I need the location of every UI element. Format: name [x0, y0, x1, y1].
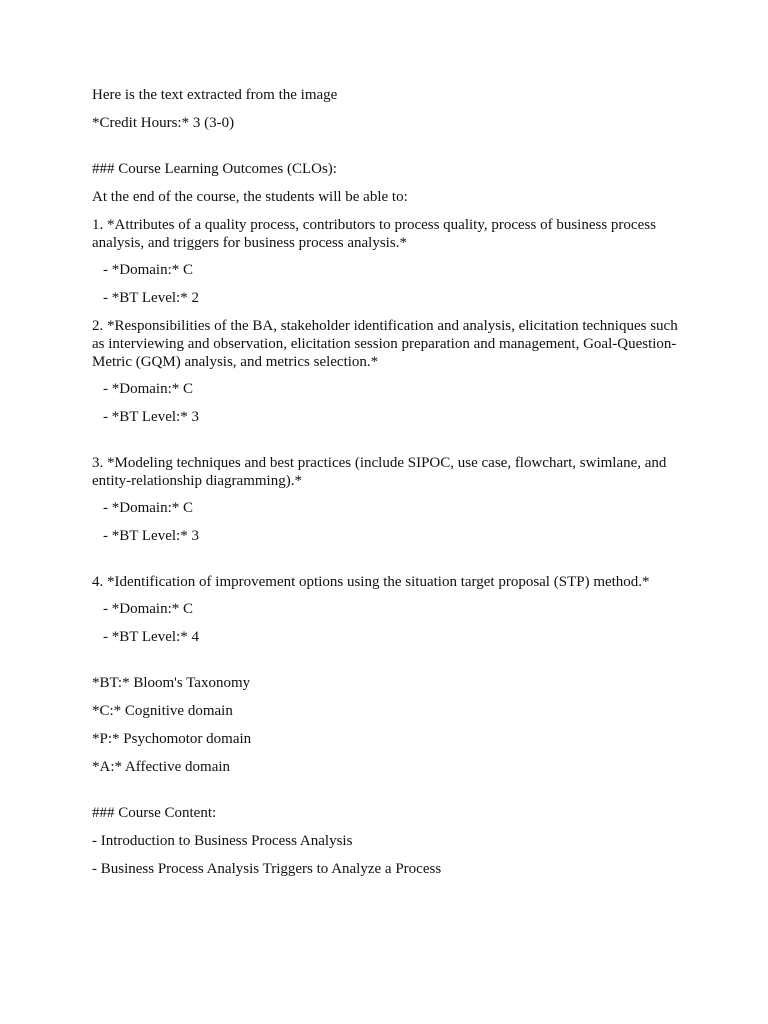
spacer — [92, 142, 682, 160]
clo-item-1-bt-level: - *BT Level:* 2 — [103, 290, 199, 306]
clo-item-4-bt-level: - *BT Level:* 4 — [103, 629, 199, 645]
clo-intro: At the end of the course, the students will be able to: — [92, 189, 408, 205]
clo-item-2-bt-level: - *BT Level:* 3 — [103, 409, 199, 425]
clo-item-3-text: 3. *Modeling techniques and best practices (include SIPOC, use case, flowchart, swimlane, and entity-relationship diagramming).* — [92, 455, 667, 489]
clo-item-4-domain: - *Domain:* C — [103, 601, 193, 617]
legend-bt: *BT:* Bloom's Taxonomy — [92, 675, 251, 691]
spacer — [92, 786, 682, 804]
legend-cognitive: *C:* Cognitive domain — [92, 703, 233, 719]
content-item-2: - Business Process Analysis Triggers to Analyze a Process — [92, 861, 442, 877]
clo-heading: ### Course Learning Outcomes (CLOs): — [92, 161, 337, 177]
spacer — [92, 656, 682, 674]
clo-item-2-text: 2. *Responsibilities of the BA, stakeholder identification and analysis, elicitation techniques such as interviewing and observation, elicitation session preparation and management, Goal-Question-Metric (GQM) analysis, and metrics selection.* — [92, 318, 678, 370]
clo-item-3-bt-level: - *BT Level:* 3 — [103, 528, 199, 544]
clo-item-2-domain: - *Domain:* C — [103, 381, 193, 397]
clo-item-1-text: 1. *Attributes of a quality process, contributors to process quality, process of business process analysis, and triggers for business process analysis.* — [92, 217, 656, 251]
content-item-1: - Introduction to Business Process Analysis — [92, 833, 353, 849]
spacer — [92, 555, 682, 573]
credit-hours: *Credit Hours:* 3 (3-0) — [92, 115, 235, 131]
document-page — [92, 86, 682, 888]
content-heading: ### Course Content: — [92, 805, 217, 821]
clo-item-4-text: 4. *Identification of improvement options using the situation target proposal (STP) method.* — [92, 574, 650, 590]
legend-psychomotor: *P:* Psychomotor domain — [92, 731, 252, 747]
clo-item-1-domain: - *Domain:* C — [103, 262, 193, 278]
legend-affective: *A:* Affective domain — [92, 759, 231, 775]
clo-item-3-domain: - *Domain:* C — [103, 500, 193, 516]
intro-text: Here is the text extracted from the image — [92, 87, 338, 103]
spacer — [92, 436, 682, 454]
